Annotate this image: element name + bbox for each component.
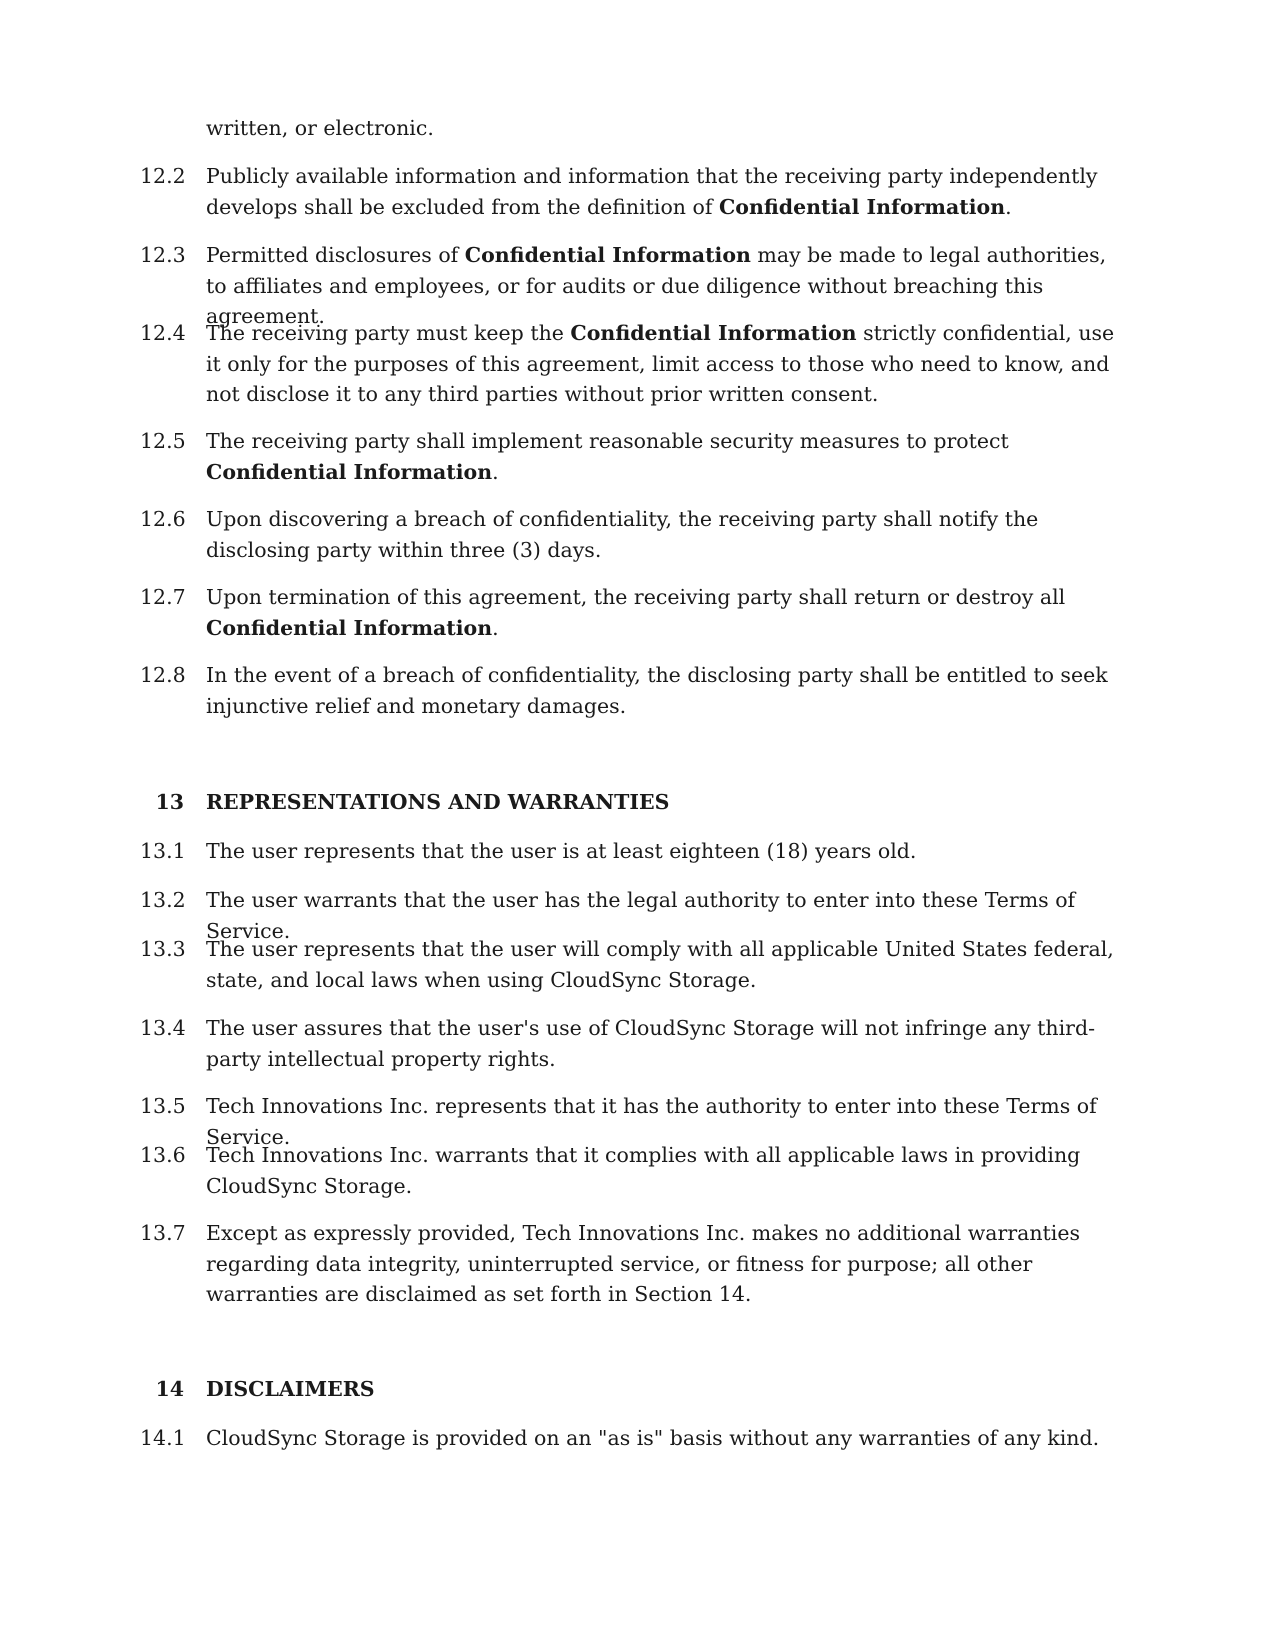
defined-term: Confidential Information [464, 243, 751, 267]
clause-number: 13.4 [140, 1016, 186, 1040]
clause-12-5 [140, 426, 1130, 487]
clause-text: CloudSync Storage is provided on an "as is" basis without any warranties of any kind. [206, 1426, 1100, 1450]
clause-text: The user represents that the user is at least eighteen (18) years old. [206, 839, 917, 863]
clause-number: 12.5 [140, 429, 186, 453]
clause-text: Tech Innovations Inc. represents that it has the authority to enter into these Terms of Service. [206, 1094, 1097, 1149]
clause-number: 13.2 [140, 888, 186, 912]
clause-13-3 [140, 934, 1130, 995]
clause-text [206, 318, 1130, 410]
clause-text: In the event of a breach of confidentiality, the disclosing party shall be entitled to seek injunctive relief and monetary damages. [206, 663, 1108, 718]
clause-text-part: . [492, 615, 499, 640]
clause-number: 13.1 [140, 839, 186, 863]
clause-text: The user assures that the user's use of CloudSync Storage will not infringe any third-party intellectual property rights. [206, 1016, 1096, 1071]
clause-text [206, 582, 1130, 643]
clause-12-1-continuation [140, 113, 1130, 144]
clause-13-7 [140, 1218, 1130, 1310]
section-number: 13 [155, 790, 184, 814]
clause-text: The user represents that the user will comply with all applicable United States federal, state, and local laws when using CloudSync Storage. [206, 937, 1114, 992]
clause-text [206, 426, 1130, 487]
clause-text: The user warrants that the user has the legal authority to enter into these Terms of Service. [206, 888, 1076, 943]
clause-number: 12.7 [140, 585, 186, 609]
clause-text: Tech Innovations Inc. warrants that it complies with all applicable laws in providing CloudSync Storage. [206, 1143, 1081, 1198]
clause-13-1 [140, 836, 1130, 867]
clause-number: 13.5 [140, 1094, 186, 1118]
clause-13-4 [140, 1013, 1130, 1074]
clause-text [206, 161, 1130, 222]
clause-text-part: Permitted disclosures of [206, 243, 465, 267]
clause-number: 13.6 [140, 1143, 186, 1167]
defined-term: Confidential Information [206, 615, 493, 640]
clause-12-6 [140, 504, 1130, 565]
defined-term: Confidential Information [206, 459, 493, 484]
clause-12-7 [140, 582, 1130, 643]
clause-text-part: may be made to legal authorities, to affiliates and employees, or for audits or due diligence without breaching this agreement. [206, 243, 1107, 328]
clause-text-part: The receiving party shall implement reasonable security measures to protect [206, 429, 1009, 453]
clause-text: Upon discovering a breach of confidentiality, the receiving party shall notify the disclosing party within three (3) days. [206, 507, 1039, 562]
clause-text-part: . [492, 459, 499, 484]
clause-text: written, or electronic. [206, 116, 434, 140]
clause-12-4 [140, 318, 1130, 410]
clause-text: Except as expressly provided, Tech Innovations Inc. makes no additional warranties regarding data integrity, uninterrupted service, or fitness for purpose; all other warranties are disclaimed as set forth in Section 14. [206, 1221, 1080, 1306]
clause-12-8 [140, 660, 1130, 721]
section-title: DISCLAIMERS [206, 1377, 375, 1401]
section-14-heading [140, 1374, 1130, 1405]
section-number: 14 [155, 1377, 184, 1401]
clause-text-part: strictly confidential, use it only for the purposes of this agreement, limit access to those who need to know, and not disclose it to any third parties without prior written consent. [206, 321, 1115, 406]
defined-term: Confidential Information [570, 321, 857, 345]
clause-number: 12.4 [140, 321, 186, 345]
defined-term: Confidential Information [718, 194, 1006, 219]
clause-number: 12.3 [140, 243, 186, 267]
clause-number: 13.7 [140, 1221, 186, 1245]
clause-number: 12.6 [140, 507, 186, 531]
clause-number: 14.1 [140, 1426, 186, 1450]
clause-number: 12.8 [140, 663, 186, 687]
clause-text-part: Upon termination of this agreement, the receiving party shall return or destroy all [206, 585, 1066, 609]
section-title: REPRESENTATIONS AND WARRANTIES [206, 790, 670, 814]
clause-13-6 [140, 1140, 1130, 1201]
clause-text-part: . [1005, 194, 1012, 219]
clause-12-2 [140, 161, 1130, 222]
clause-14-1 [140, 1423, 1130, 1454]
clause-number: 12.2 [140, 164, 186, 188]
clause-text-part: The receiving party must keep the [206, 321, 571, 345]
clause-text-part: Publicly available information and information that the receiving party independently develops shall be excluded from the definition of [206, 164, 1098, 219]
clause-number: 13.3 [140, 937, 186, 961]
section-13-heading [140, 787, 1130, 818]
